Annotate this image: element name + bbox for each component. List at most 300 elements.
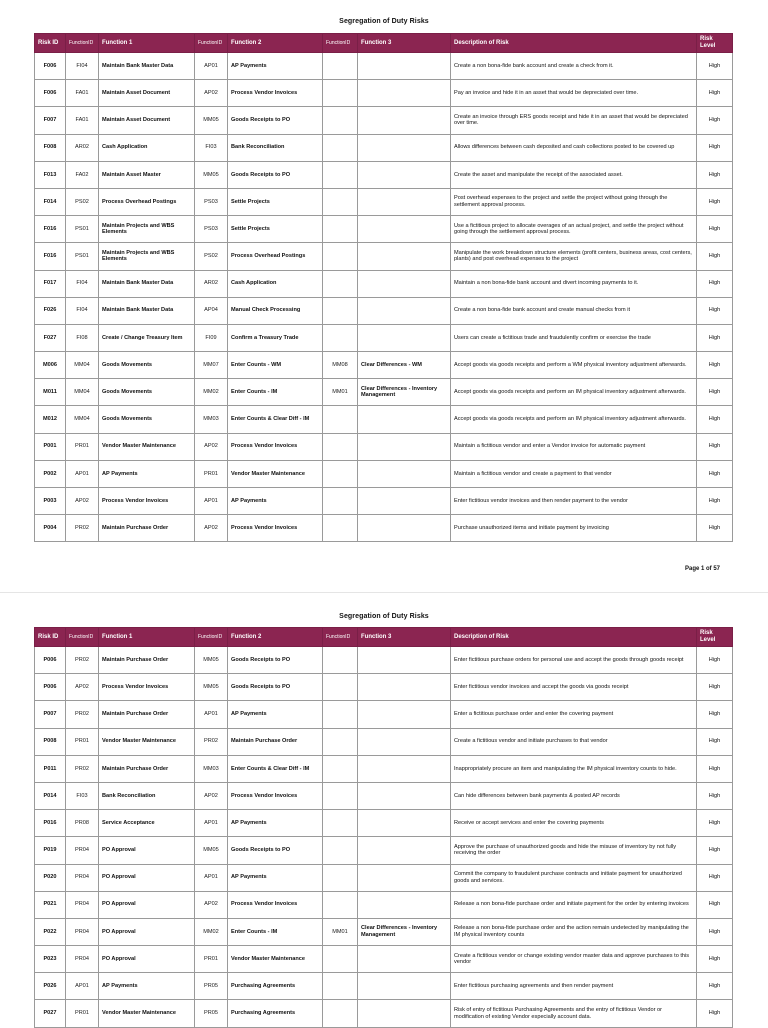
cell-function-3 (358, 701, 451, 728)
table-row (35, 243, 733, 270)
header-function-id-3: FunctionID (323, 34, 358, 53)
cell-function-3 (358, 270, 451, 297)
table-row (35, 701, 733, 728)
cell-risk-id: P004 (35, 515, 66, 542)
cell-risk-description: Use a fictitious project to allocate overages of an actual project, and settle the project without going through the settlement approval process. (451, 216, 697, 243)
cell-function-id-3 (323, 460, 358, 487)
sod-risk-table (34, 627, 733, 1028)
cell-function-id-1: PR01 (66, 728, 99, 755)
cell-function-id-2: AP02 (195, 891, 228, 918)
cell-function-id-3 (323, 946, 358, 973)
cell-function-id-3 (323, 134, 358, 161)
cell-function-id-3 (323, 1000, 358, 1027)
cell-function-2: AP Payments (228, 701, 323, 728)
cell-risk-description: Create the asset and manipulate the receipt of the associated asset. (451, 161, 697, 188)
cell-risk-level: High (697, 270, 733, 297)
cell-function-id-3 (323, 515, 358, 542)
table-row (35, 837, 733, 864)
cell-function-id-1: AP01 (66, 460, 99, 487)
cell-function-3 (358, 406, 451, 433)
cell-function-1: Maintain Purchase Order (99, 701, 195, 728)
cell-function-3 (358, 973, 451, 1000)
cell-function-3 (358, 782, 451, 809)
cell-risk-level: High (697, 433, 733, 460)
cell-function-1: Vendor Master Maintenance (99, 728, 195, 755)
cell-function-id-2: AP02 (195, 433, 228, 460)
cell-risk-id: P007 (35, 701, 66, 728)
cell-function-1: Bank Reconciliation (99, 782, 195, 809)
cell-function-id-1: FI04 (66, 297, 99, 324)
cell-function-id-1: FA01 (66, 107, 99, 134)
cell-function-1: Maintain Bank Master Data (99, 53, 195, 80)
cell-risk-id: M011 (35, 379, 66, 406)
cell-function-id-2: MM05 (195, 837, 228, 864)
cell-function-3 (358, 161, 451, 188)
cell-function-id-1: FA02 (66, 161, 99, 188)
cell-function-id-1: PR04 (66, 918, 99, 945)
cell-function-1: AP Payments (99, 460, 195, 487)
cell-risk-description: Risk of entry of fictitious Purchasing Agreements and the entry of fictitious Vendor or modification of existing Vendor especially account data. (451, 1000, 697, 1027)
cell-function-id-2: AP01 (195, 810, 228, 837)
cell-function-id-3 (323, 701, 358, 728)
cell-function-2: AP Payments (228, 864, 323, 891)
page-title: Segregation of Duty Risks (339, 18, 429, 25)
cell-function-3 (358, 946, 451, 973)
cell-function-1: AP Payments (99, 973, 195, 1000)
cell-function-id-3 (323, 488, 358, 515)
table-row (35, 270, 733, 297)
table-row (35, 755, 733, 782)
cell-function-id-1: PR02 (66, 515, 99, 542)
cell-risk-level: High (697, 460, 733, 487)
cell-function-id-3 (323, 647, 358, 674)
table-row (35, 80, 733, 107)
cell-risk-level: High (697, 53, 733, 80)
header-function-id-1: FunctionID (66, 34, 99, 53)
cell-risk-id: P003 (35, 488, 66, 515)
cell-function-id-1: FI04 (66, 53, 99, 80)
cell-function-id-3 (323, 782, 358, 809)
cell-risk-level: High (697, 379, 733, 406)
cell-risk-level: High (697, 973, 733, 1000)
cell-risk-level: High (697, 918, 733, 945)
cell-risk-level: High (697, 216, 733, 243)
table-row (35, 161, 733, 188)
cell-risk-id: F008 (35, 134, 66, 161)
cell-function-1: Goods Movements (99, 406, 195, 433)
cell-risk-description: Release a non bona-fide purchase order and initiate payment for the order by entering invoices (451, 891, 697, 918)
cell-risk-id: P023 (35, 946, 66, 973)
cell-function-2: Process Vendor Invoices (228, 782, 323, 809)
cell-risk-description: Accept goods via goods receipts and perform an IM physical inventory adjustment afterwards. (451, 379, 697, 406)
cell-function-id-2: PR01 (195, 946, 228, 973)
cell-function-id-2: PS03 (195, 216, 228, 243)
header-function-id-3: FunctionID (323, 628, 358, 647)
cell-function-id-2: MM05 (195, 647, 228, 674)
cell-function-id-3 (323, 674, 358, 701)
table-row (35, 674, 733, 701)
cell-risk-id: F026 (35, 297, 66, 324)
cell-function-3 (358, 216, 451, 243)
cell-function-2: Settle Projects (228, 216, 323, 243)
table-header (35, 34, 733, 53)
page-number: Page 1 of 57 (684, 566, 720, 572)
table-row (35, 216, 733, 243)
cell-function-id-3 (323, 433, 358, 460)
cell-function-id-2: PR05 (195, 973, 228, 1000)
cell-function-2: AP Payments (228, 488, 323, 515)
cell-function-id-3 (323, 270, 358, 297)
table-row (35, 379, 733, 406)
cell-function-1: Service Acceptance (99, 810, 195, 837)
cell-risk-id: F014 (35, 188, 66, 215)
cell-function-id-1: PS01 (66, 216, 99, 243)
cell-risk-id: P002 (35, 460, 66, 487)
cell-risk-description: Post overhead expenses to the project and settle the project without going through the settlement approval process. (451, 188, 697, 215)
header-function-3: Function 3 (358, 34, 451, 53)
cell-function-id-1: FA01 (66, 80, 99, 107)
cell-function-3 (358, 433, 451, 460)
table-row (35, 1000, 733, 1027)
cell-function-3 (358, 243, 451, 270)
cell-function-id-2: AP01 (195, 488, 228, 515)
header-function-id-2: FunctionID (195, 34, 228, 53)
cell-risk-level: High (697, 946, 733, 973)
cell-function-id-1: FI08 (66, 324, 99, 351)
table-row (35, 918, 733, 945)
cell-risk-id: P026 (35, 973, 66, 1000)
cell-function-1: Process Vendor Invoices (99, 488, 195, 515)
cell-function-2: Settle Projects (228, 188, 323, 215)
cell-risk-id: P006 (35, 647, 66, 674)
cell-function-id-2: AP02 (195, 80, 228, 107)
cell-risk-description: Maintain a fictitious vendor and create a payment to that vendor (451, 460, 697, 487)
cell-function-id-2: MM02 (195, 379, 228, 406)
cell-function-1: Process Vendor Invoices (99, 674, 195, 701)
cell-function-2: Maintain Purchase Order (228, 728, 323, 755)
cell-function-3 (358, 460, 451, 487)
cell-function-2: Enter Counts - IM (228, 918, 323, 945)
table-row (35, 728, 733, 755)
table-row (35, 488, 733, 515)
cell-risk-level: High (697, 647, 733, 674)
cell-function-id-3 (323, 161, 358, 188)
cell-function-2: Enter Counts - WM (228, 352, 323, 379)
cell-function-2: Goods Receipts to PO (228, 674, 323, 701)
cell-function-3 (358, 837, 451, 864)
header-risk-id: Risk ID (35, 628, 66, 647)
cell-risk-description: Inappropriately procure an item and manipulating the IM physical inventory counts to hide. (451, 755, 697, 782)
cell-function-id-1: PR02 (66, 647, 99, 674)
cell-function-3: Clear Differences - Inventory Management (358, 918, 451, 945)
cell-risk-id: P014 (35, 782, 66, 809)
table-row (35, 515, 733, 542)
cell-risk-description: Release a non bona-fide purchase order and the action remain undetected by manipulating the IM physical inventory counts (451, 918, 697, 945)
cell-risk-description: Enter fictitious purchasing agreements and then render payment (451, 973, 697, 1000)
page-title: Segregation of Duty Risks (339, 613, 429, 620)
cell-function-3 (358, 188, 451, 215)
cell-function-id-2: AP02 (195, 782, 228, 809)
cell-function-3 (358, 488, 451, 515)
cell-function-2: Goods Receipts to PO (228, 107, 323, 134)
cell-function-id-1: PR02 (66, 755, 99, 782)
cell-function-id-3 (323, 188, 358, 215)
cell-risk-level: High (697, 728, 733, 755)
cell-risk-level: High (697, 674, 733, 701)
cell-risk-description: Purchase unauthorized items and initiate payment by invoicing (451, 515, 697, 542)
cell-risk-id: P006 (35, 674, 66, 701)
cell-function-id-3 (323, 80, 358, 107)
cell-function-id-1: PS01 (66, 243, 99, 270)
cell-function-1: Maintain Projects and WBS Elements (99, 216, 195, 243)
cell-function-id-1: PR04 (66, 891, 99, 918)
header-function-id-2: FunctionID (195, 628, 228, 647)
cell-function-1: Maintain Bank Master Data (99, 270, 195, 297)
cell-function-id-2: MM02 (195, 918, 228, 945)
cell-risk-description: Create a non bona-fide bank account and create manual checks from it (451, 297, 697, 324)
cell-function-id-3 (323, 53, 358, 80)
cell-function-id-3: MM01 (323, 379, 358, 406)
header-risk-level: Risk Level (697, 34, 733, 53)
cell-function-id-1: AR02 (66, 134, 99, 161)
cell-function-id-1: AP02 (66, 674, 99, 701)
cell-risk-level: High (697, 406, 733, 433)
cell-function-3 (358, 891, 451, 918)
cell-risk-level: High (697, 134, 733, 161)
table-row (35, 297, 733, 324)
cell-function-3 (358, 107, 451, 134)
cell-function-2: Enter Counts & Clear Diff - IM (228, 406, 323, 433)
cell-risk-description: Commit the company to fraudulent purchase contracts and initiate payment for unauthorized goods and services. (451, 864, 697, 891)
cell-function-1: Vendor Master Maintenance (99, 1000, 195, 1027)
cell-risk-level: High (697, 488, 733, 515)
cell-function-3 (358, 755, 451, 782)
cell-function-id-2: PS02 (195, 243, 228, 270)
cell-function-id-2: AP02 (195, 515, 228, 542)
cell-risk-level: High (697, 810, 733, 837)
cell-risk-id: F006 (35, 53, 66, 80)
table-row (35, 134, 733, 161)
cell-risk-level: High (697, 837, 733, 864)
cell-function-3 (358, 324, 451, 351)
cell-risk-id: F006 (35, 80, 66, 107)
cell-function-id-2: AP04 (195, 297, 228, 324)
cell-function-id-1: MM04 (66, 379, 99, 406)
cell-function-id-2: PR05 (195, 1000, 228, 1027)
cell-function-id-1: PR08 (66, 810, 99, 837)
cell-risk-level: High (697, 107, 733, 134)
cell-function-id-2: AP01 (195, 53, 228, 80)
cell-function-1: PO Approval (99, 891, 195, 918)
cell-risk-id: P008 (35, 728, 66, 755)
table-row (35, 973, 733, 1000)
cell-risk-level: High (697, 755, 733, 782)
cell-function-id-2: PS03 (195, 188, 228, 215)
cell-function-2: Purchasing Agreements (228, 973, 323, 1000)
header-function-2: Function 2 (228, 34, 323, 53)
cell-function-1: Maintain Purchase Order (99, 647, 195, 674)
cell-function-2: Cash Application (228, 270, 323, 297)
table-row (35, 647, 733, 674)
cell-function-3: Clear Differences - Inventory Management (358, 379, 451, 406)
cell-function-id-1: PR01 (66, 433, 99, 460)
cell-function-id-3 (323, 243, 358, 270)
cell-function-id-1: PR02 (66, 701, 99, 728)
page-divider (0, 592, 768, 593)
cell-function-1: Goods Movements (99, 352, 195, 379)
cell-function-1: Process Overhead Postings (99, 188, 195, 215)
cell-function-id-3 (323, 728, 358, 755)
cell-function-id-3 (323, 755, 358, 782)
cell-function-id-1: FI04 (66, 270, 99, 297)
cell-function-id-3: MM01 (323, 918, 358, 945)
cell-risk-description: Enter fictitious vendor invoices and then render payment to the vendor (451, 488, 697, 515)
cell-risk-level: High (697, 782, 733, 809)
header-risk-id: Risk ID (35, 34, 66, 53)
table-row (35, 782, 733, 809)
cell-risk-level: High (697, 324, 733, 351)
cell-risk-description: Users can create a fictitious trade and fraudulently confirm or exercise the trade (451, 324, 697, 351)
cell-function-id-3 (323, 973, 358, 1000)
cell-function-1: PO Approval (99, 864, 195, 891)
table-header (35, 628, 733, 647)
cell-function-1: Maintain Asset Document (99, 107, 195, 134)
cell-risk-description: Accept goods via goods receipts and perform a WM physical inventory adjustment afterwards. (451, 352, 697, 379)
cell-function-2: Process Vendor Invoices (228, 433, 323, 460)
cell-function-id-1: PR01 (66, 1000, 99, 1027)
cell-risk-description: Maintain a fictitious vendor and enter a Vendor invoice for automatic payment (451, 433, 697, 460)
cell-function-3 (358, 728, 451, 755)
cell-risk-level: High (697, 515, 733, 542)
cell-function-2: Process Vendor Invoices (228, 515, 323, 542)
cell-function-3: Clear Differences - WM (358, 352, 451, 379)
cell-risk-level: High (697, 161, 733, 188)
table-row (35, 891, 733, 918)
cell-risk-level: High (697, 80, 733, 107)
cell-risk-id: F013 (35, 161, 66, 188)
cell-function-1: PO Approval (99, 837, 195, 864)
cell-function-id-3 (323, 837, 358, 864)
cell-function-id-1: PR04 (66, 837, 99, 864)
cell-function-id-3 (323, 864, 358, 891)
cell-function-2: Goods Receipts to PO (228, 161, 323, 188)
cell-risk-description: Create a fictitious vendor and initiate purchases to that vendor (451, 728, 697, 755)
sod-risk-table (34, 33, 733, 542)
cell-risk-description: Enter a fictitious purchase order and enter the covering payment (451, 701, 697, 728)
cell-function-id-3 (323, 406, 358, 433)
cell-function-id-2: FI03 (195, 134, 228, 161)
cell-risk-id: F016 (35, 216, 66, 243)
cell-function-2: AP Payments (228, 810, 323, 837)
header-risk-description: Description of Risk (451, 34, 697, 53)
cell-risk-description: Create a fictitious vendor or change existing vendor master data and approve purchases to this vendor (451, 946, 697, 973)
cell-risk-id: P001 (35, 433, 66, 460)
cell-function-3 (358, 647, 451, 674)
table-row (35, 352, 733, 379)
cell-function-2: AP Payments (228, 53, 323, 80)
table-row (35, 188, 733, 215)
cell-function-2: Process Vendor Invoices (228, 80, 323, 107)
cell-function-3 (358, 297, 451, 324)
cell-risk-id: M006 (35, 352, 66, 379)
cell-risk-id: P016 (35, 810, 66, 837)
cell-function-2: Enter Counts - IM (228, 379, 323, 406)
cell-function-id-1: AP02 (66, 488, 99, 515)
cell-function-id-3 (323, 891, 358, 918)
header-function-3: Function 3 (358, 628, 451, 647)
cell-function-id-2: AP01 (195, 864, 228, 891)
cell-function-3 (358, 810, 451, 837)
cell-function-2: Enter Counts & Clear Diff - IM (228, 755, 323, 782)
cell-risk-level: High (697, 891, 733, 918)
cell-risk-description: Create an invoice through ERS goods receipt and hide it in an asset that would be depreciated over time. (451, 107, 697, 134)
cell-function-3 (358, 515, 451, 542)
cell-function-id-2: AR02 (195, 270, 228, 297)
header-risk-description: Description of Risk (451, 628, 697, 647)
table-row (35, 107, 733, 134)
header-function-id-1: FunctionID (66, 628, 99, 647)
cell-risk-level: High (697, 352, 733, 379)
cell-function-id-3 (323, 107, 358, 134)
cell-function-2: Process Overhead Postings (228, 243, 323, 270)
cell-function-id-3 (323, 216, 358, 243)
cell-function-2: Purchasing Agreements (228, 1000, 323, 1027)
cell-risk-level: High (697, 297, 733, 324)
cell-risk-level: High (697, 243, 733, 270)
cell-risk-id: P011 (35, 755, 66, 782)
cell-function-1: Maintain Purchase Order (99, 755, 195, 782)
cell-risk-id: F017 (35, 270, 66, 297)
cell-function-id-3 (323, 810, 358, 837)
cell-risk-id: P027 (35, 1000, 66, 1027)
cell-function-id-2: MM05 (195, 161, 228, 188)
header-function-2: Function 2 (228, 628, 323, 647)
header-risk-level: Risk Level (697, 628, 733, 647)
cell-function-1: Maintain Purchase Order (99, 515, 195, 542)
cell-function-2: Vendor Master Maintenance (228, 946, 323, 973)
cell-function-3 (358, 1000, 451, 1027)
cell-function-1: PO Approval (99, 946, 195, 973)
cell-function-2: Goods Receipts to PO (228, 647, 323, 674)
cell-risk-description: Allows differences between cash deposited and cash collections posted to be covered up (451, 134, 697, 161)
cell-risk-description: Enter fictitious vendor invoices and accept the goods via goods receipt (451, 674, 697, 701)
table-row (35, 810, 733, 837)
cell-risk-id: P019 (35, 837, 66, 864)
cell-function-id-3: MM08 (323, 352, 358, 379)
cell-function-id-1: PR04 (66, 864, 99, 891)
cell-function-1: Maintain Bank Master Data (99, 297, 195, 324)
cell-function-3 (358, 674, 451, 701)
cell-risk-id: F027 (35, 324, 66, 351)
cell-function-1: Create / Change Treasury Item (99, 324, 195, 351)
cell-risk-id: P021 (35, 891, 66, 918)
cell-function-2: Bank Reconciliation (228, 134, 323, 161)
cell-function-2: Goods Receipts to PO (228, 837, 323, 864)
cell-function-id-2: PR02 (195, 728, 228, 755)
cell-function-2: Vendor Master Maintenance (228, 460, 323, 487)
table-row (35, 433, 733, 460)
cell-function-id-2: MM05 (195, 107, 228, 134)
cell-function-id-1: MM04 (66, 406, 99, 433)
cell-function-id-2: MM03 (195, 755, 228, 782)
cell-function-id-2: MM03 (195, 406, 228, 433)
cell-risk-description: Accept goods via goods receipts and perform an IM physical inventory adjustment afterwards. (451, 406, 697, 433)
cell-function-3 (358, 134, 451, 161)
cell-risk-level: High (697, 864, 733, 891)
cell-function-id-3 (323, 297, 358, 324)
cell-function-1: Maintain Asset Document (99, 80, 195, 107)
header-function-1: Function 1 (99, 628, 195, 647)
